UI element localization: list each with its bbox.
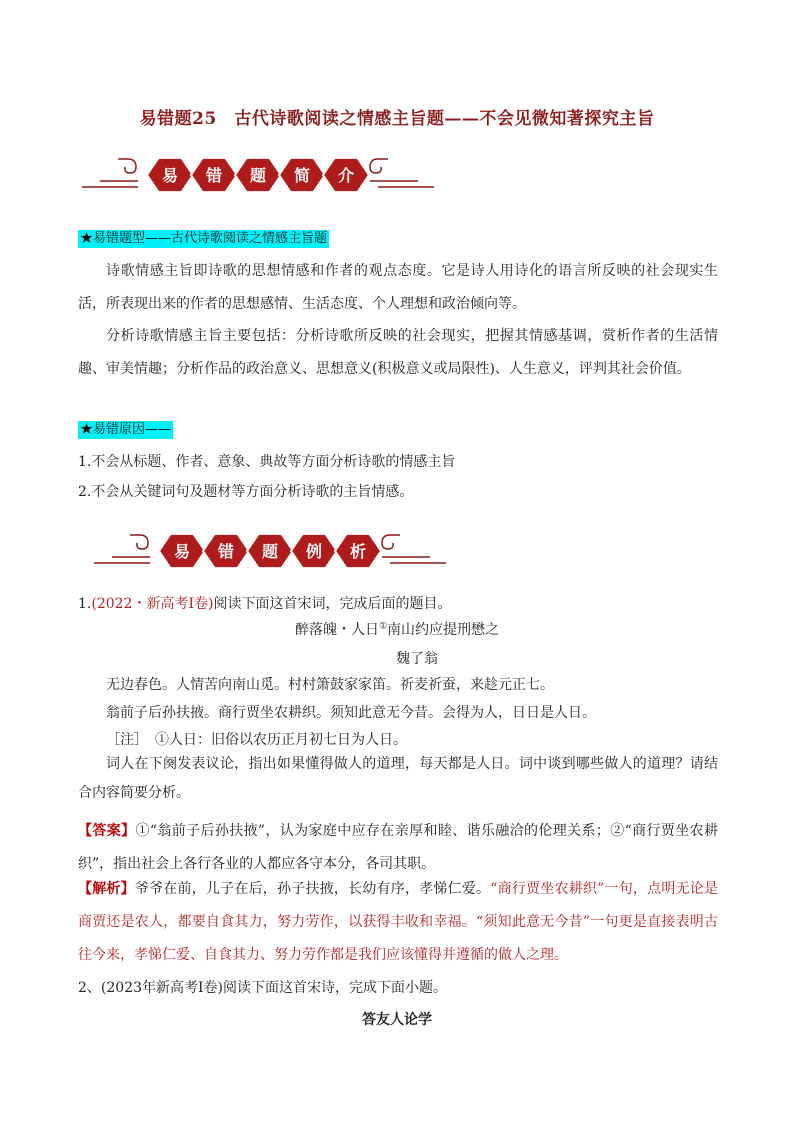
question-number: 1.	[78, 596, 92, 612]
page-title: 易错题25 古代诗歌阅读之情感主旨题——不会见微知著探究主旨	[139, 109, 655, 129]
section-banner-examples	[90, 523, 450, 579]
intro-paragraph-2: 分析诗歌情感主旨主要包括：分析诗歌所反映的社会现实，把握其情感基调，赏析作者的生活情趣、审美情趣；分析作品的政治意义、思想意义(积极意义或局限性)、人生意义，评判其社会价值。	[78, 328, 718, 377]
question-1-text: 词人在下阕发表议论，指出如果懂得做人的道理，每天都是人日。词中谈到哪些做人的道理？请结合内容简要分析。	[78, 756, 718, 801]
analysis-label: 【解析】	[78, 881, 135, 897]
poem-line-2: 翁前子后孙扶掖。商行贾坐农耕织。须知此意无今昔。会得为人，日日是人日。	[106, 705, 596, 721]
answer-text: ①“翁前子后孙扶掖”，认为家庭中应存在亲厚和睦、谐乐融洽的伦理关系；②“商行贾坐农耕织”，指出社会上各行各业的人都应各守本分，各司其职。	[78, 823, 718, 872]
intro-tag: ★易错题型——古代诗歌阅读之情感主旨题	[80, 231, 328, 246]
hex-char: 例	[305, 542, 323, 561]
hex-char: 析	[349, 542, 367, 561]
analysis-text-b: “商行贾坐农耕织”一句，点明无论是商贾还是农人，都要自食其力，努力劳作，以获得丰收和幸福。“须知此意无今昔”一句更是直接表明古往今来，孝悌仁爱、自食其力、努力劳作都是我们应该懂得并遵循的做人之理。	[78, 881, 719, 963]
poem-2-title: 答友人论学	[362, 1012, 432, 1028]
question-prompt: 阅读下面这首宋词，完成后面的题目。	[213, 596, 452, 612]
question-source: (2022・新高考Ⅰ卷)	[91, 596, 214, 612]
poem-author: 魏了翁	[396, 651, 438, 667]
poem-note: ［注］ ①人日：旧俗以农历正月初七日为人日。	[106, 732, 407, 748]
hex-char: 易	[161, 166, 179, 185]
hex-char: 错	[217, 542, 235, 561]
banner-decoration	[78, 147, 438, 203]
banner-decoration	[90, 523, 450, 579]
section-banner-intro	[78, 147, 438, 203]
intro-paragraph-1: 诗歌情感主旨即诗歌的思想情感和作者的观点态度。它是诗人用诗化的语言所反映的社会现实生活，所表现出来的作者的思想感情、生活态度、个人理想和政治倾向等。	[78, 263, 718, 312]
hex-char: 简	[293, 166, 311, 185]
analysis-block	[78, 873, 718, 972]
hex-char: 题	[249, 166, 267, 185]
answer-block	[78, 815, 718, 881]
question-number: 2、	[78, 980, 101, 996]
hex-char: 介	[337, 166, 355, 185]
footnote-marker: ①	[378, 621, 388, 632]
poem-line-1: 无边春色。人情苦向南山觅。村村箫鼓家家笛。祈麦祈蚕，来趁元正七。	[106, 677, 554, 693]
hex-char: 错	[205, 166, 223, 185]
hex-char: 易	[173, 542, 191, 561]
question-source: (2023年新高考Ⅰ卷)	[100, 980, 224, 996]
hex-row	[159, 534, 381, 568]
hex-row	[147, 158, 369, 192]
question-1-header	[78, 593, 451, 615]
reason-item: 2.不会从关键词句及题材等方面分析诗歌的主旨情感。	[78, 484, 414, 500]
question-2-header	[78, 977, 447, 999]
question-prompt: 阅读下面这首宋诗，完成下面小题。	[223, 980, 448, 996]
hex-char: 题	[261, 542, 279, 561]
analysis-text-a: 爷爷在前，儿子在后，孙子扶掖，长幼有序，孝悌仁爱。	[134, 881, 491, 897]
poem-title: 醉落魄・人日①南山约应提刑懋之	[294, 621, 500, 638]
reasons-tag: ★易错原因——	[80, 422, 172, 437]
reason-item: 1.不会从标题、作者、意象、典故等方面分析诗歌的情感主旨	[78, 454, 456, 470]
answer-label: 【答案】	[78, 823, 136, 839]
